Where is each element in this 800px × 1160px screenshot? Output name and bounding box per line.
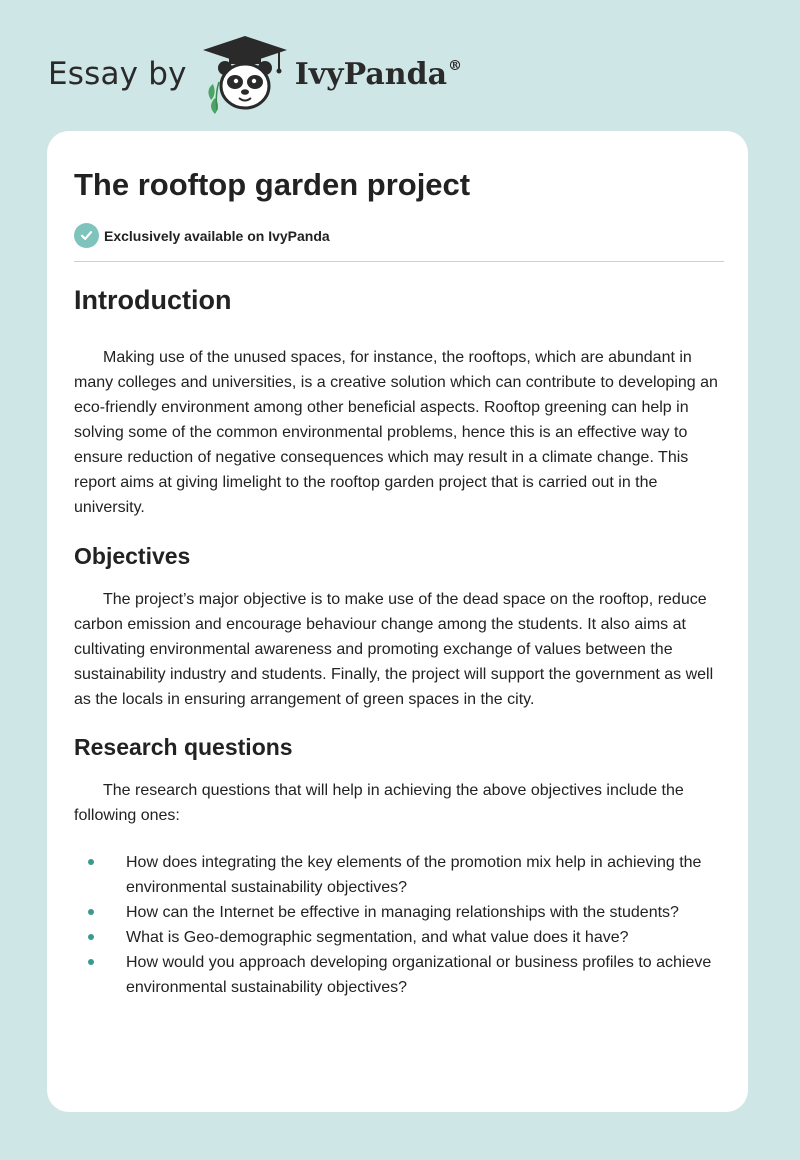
list-item: How would you approach developing organizational or business profiles to achieve environmental sustainability objectives? bbox=[74, 950, 724, 1000]
brand-name[interactable]: IvyPanda® bbox=[294, 56, 463, 92]
registered-mark: ® bbox=[448, 57, 463, 74]
title-divider bbox=[74, 261, 724, 262]
section-introduction bbox=[74, 283, 724, 520]
objectives-heading: Objectives bbox=[74, 543, 191, 569]
research-questions-list bbox=[74, 850, 724, 1000]
essay-by-label: Essay by bbox=[48, 56, 187, 92]
research-paragraph: The research questions that will help in achieving the above objectives include the following ones: bbox=[74, 782, 684, 824]
list-item: What is Geo-demographic segmentation, and what value does it have? bbox=[74, 925, 724, 950]
check-icon bbox=[74, 223, 99, 248]
section-objectives bbox=[74, 541, 724, 712]
page-title: The rooftop garden project bbox=[74, 167, 471, 202]
exclusive-label: Exclusively available on IvyPanda bbox=[104, 227, 330, 244]
objectives-paragraph: The project’s major objective is to make use of the dead space on the rooftop, reduce carbon emission and encourage behaviour change among the students. It also aims at cultivating environmental awareness and promoting exchange of values between the sustainability industry and students. Finally, the project will support the government as well as the locals in ensuring arrangement of green spaces in the city. bbox=[74, 591, 714, 708]
bullet-dot bbox=[88, 959, 94, 965]
section-research-questions bbox=[74, 732, 724, 1000]
research-heading: Research questions bbox=[74, 734, 293, 760]
panda-logo-icon[interactable] bbox=[201, 34, 289, 114]
list-item: How can the Internet be effective in managing relationships with the students? bbox=[74, 900, 724, 925]
introduction-paragraph: Making use of the unused spaces, for instance, the rooftops, which are abundant in many colleges and universities, is a creative solution which can contribute to developing an eco-friendly environment among other beneficial aspects. Rooftop greening can help in solving some of the common environmental problems, hence this is an effective way to ensure reduction of negative consequences which may result in a climate change. This report aims at giving limelight to the rooftop garden project that is carried out in the university. bbox=[74, 349, 718, 516]
introduction-heading: Introduction bbox=[74, 285, 232, 315]
bullet-dot bbox=[88, 859, 94, 865]
exclusive-badge bbox=[74, 223, 330, 248]
article-body bbox=[74, 283, 724, 1000]
bullet-dot bbox=[88, 934, 94, 940]
site-header bbox=[48, 34, 462, 114]
bullet-dot bbox=[88, 909, 94, 915]
article-card bbox=[47, 131, 748, 1112]
list-item: How does integrating the key elements of the promotion mix help in achieving the environmental sustainability objectives? bbox=[74, 850, 724, 900]
